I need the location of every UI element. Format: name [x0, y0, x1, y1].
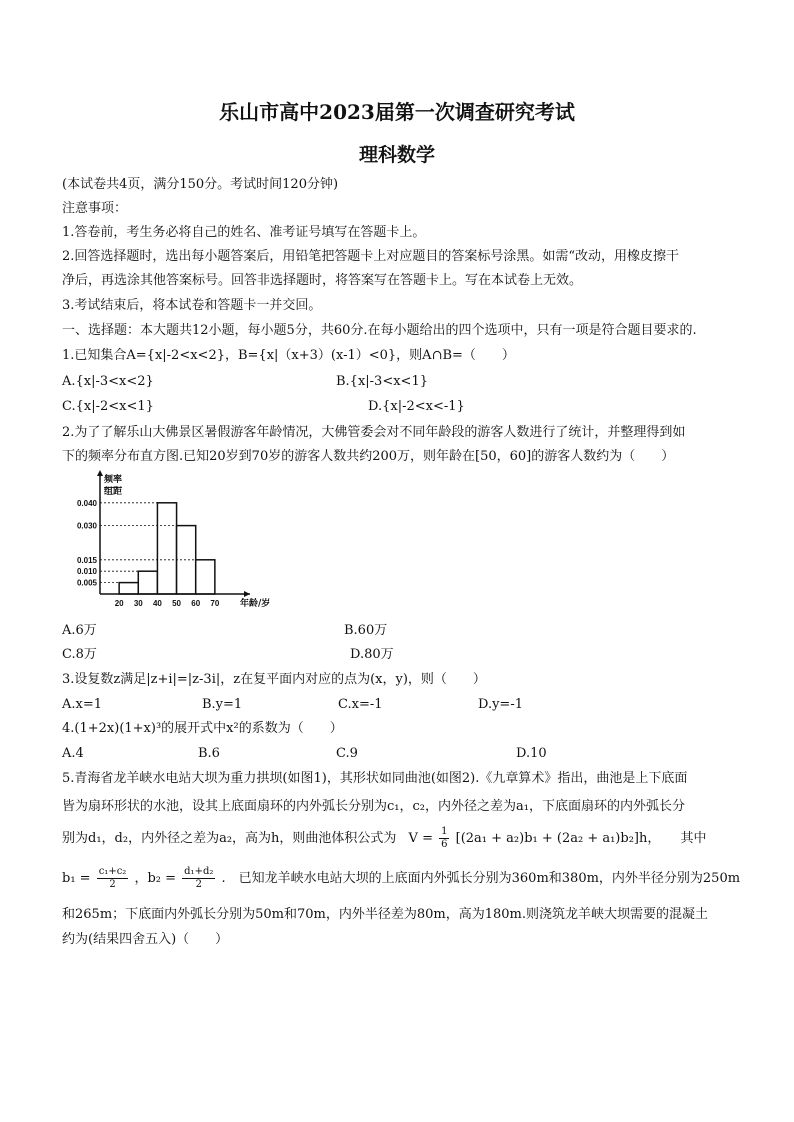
y-tick-label: 0.030: [76, 521, 97, 531]
histogram-bar: [119, 583, 138, 594]
formula-fraction-den: 6: [441, 839, 448, 850]
formula-fraction: [439, 826, 449, 851]
b2-fraction-num: d₁+d₂: [184, 866, 214, 877]
q5-b-definitions: [62, 866, 742, 891]
q3-option-c: C.x=-1: [338, 697, 383, 712]
q5-line-1: 5.青海省龙羊峡水电站大坝为重力拱坝(如图1)，其形状如同曲池(如图2).《九章算术》指出，曲池是上下底面: [62, 771, 688, 786]
q4-option-a: A.4: [62, 746, 84, 761]
x-tick-label: 40: [152, 599, 162, 608]
y-axis-label-bottom: 组距: [104, 487, 123, 497]
formula-lhs: V =: [408, 831, 433, 846]
q3-option-d: D.y=-1: [478, 697, 523, 712]
x-tick-label: 50: [172, 599, 182, 608]
q5-line-5: 和265m；下底面内外弧长分别为50m和70m，内外半径差为80m，高为180m.则浇筑龙羊峡大坝需要的混凝土: [62, 907, 709, 922]
y-tick-label: 0.005: [76, 578, 97, 588]
q2-option-d: D.80万: [350, 647, 394, 662]
x-tick-label: 20: [114, 599, 124, 608]
q5-line-2: 皆为扇环形状的水池，设其上底面扇环的内外弧长分别为c₁，c₂，内外径之差为a₁，下底面扇环的内外弧长分: [62, 799, 685, 814]
notice-1: 1.答卷前，考生务必将自己的姓名、准考证号填写在答题卡上。: [62, 225, 426, 240]
q5-line-4-post: . 已知龙羊峡水电站大坝的上底面内外弧长分别为360m和380m，内外半径分别为250m: [221, 871, 741, 886]
q4-option-b: B.6: [198, 746, 220, 761]
q5-line-3-post: 其中: [680, 831, 707, 846]
q2-option-c: C.8万: [62, 647, 97, 662]
b1-fraction-num: c₁+c₂: [98, 866, 127, 877]
q4-option-c: C.9: [336, 746, 358, 761]
y-tick-label: 0.015: [76, 555, 97, 565]
formula-rhs: [(2a₁ + a₂)b₁ + (2a₂ + a₁)b₂]h，: [455, 831, 661, 846]
x-tick-label: 30: [133, 599, 143, 608]
notice-heading: 注意事项：: [62, 201, 128, 216]
y-tick-label: 0.010: [76, 567, 97, 577]
q3-stem: 3.设复数z满足|z+i|=|z-3i|，z在复平面内对应的点为(x，y)，则（ ）: [62, 672, 486, 687]
q2-stem-2: 下的频率分布直方图.已知20岁到70岁的游客人数共约200万，则年龄在[50，60]的游客人数约为（ ）: [62, 449, 675, 464]
section-1-heading: 一、选择题：本大题共12小题，每小题5分，共60分.在每小题给出的四个选项中，只有一项是符合题目要求的.: [62, 323, 697, 338]
y-axis-arrow: [97, 470, 103, 476]
q1-stem: 1.已知集合A={x|-2<x<2}，B={x|（x+3）(x-1）<0}，则A∩B=（ ）: [62, 348, 515, 363]
q3-option-b: B.y=1: [202, 697, 243, 712]
x-tick-label: 70: [210, 599, 220, 608]
q5-line-6: 约为(结果四舍五入)（ ）: [62, 932, 229, 947]
q2-option-a: A.6万: [62, 623, 97, 638]
x-axis-label: 年龄/岁: [240, 599, 271, 609]
q1-option-d: D.{x|-2<x<-1}: [368, 399, 465, 414]
x-tick-label: 60: [191, 599, 201, 608]
y-axis-label-top: 频率: [104, 475, 123, 485]
q1-option-a: A.{x|-3<x<2}: [62, 374, 154, 389]
q5-volume-formula-line: [62, 826, 742, 851]
b1-fraction-den: 2: [109, 879, 116, 890]
x-axis-arrow: [244, 591, 250, 597]
exam-title: 乐山市高中2023届第一次调查研究考试: [219, 100, 575, 124]
q4-stem: 4.(1+2x)(1+x)³的展开式中x²的系数为（ ）: [62, 721, 343, 736]
q1-option-b: B.{x|-3<x<1}: [336, 374, 428, 389]
q4-option-d: D.10: [516, 746, 547, 761]
b2-fraction: [182, 866, 215, 891]
histogram-bar: [138, 571, 157, 594]
exam-info: (本试卷共4页，满分150分。考试时间120分钟): [62, 177, 339, 192]
b1-fraction: [97, 866, 129, 891]
b2-lhs: ，b₂ =: [134, 871, 177, 886]
exam-subject: 理科数学: [358, 144, 435, 166]
notice-3: 3.考试结束后，将本试卷和答题卡一并交回。: [62, 298, 322, 313]
b2-fraction-den: 2: [195, 879, 202, 890]
histogram-bar: [157, 503, 176, 594]
histogram-bar: [196, 560, 215, 594]
q5-line-3-pre: 别为d₁，d₂，内外径之差为a₂，高为h，则曲池体积公式为: [62, 831, 397, 846]
notice-2-cont: 净后，再选涂其他答案标号。回答非选择题时，将答案写在答题卡上。写在本试卷上无效。: [62, 273, 583, 288]
q2-option-b: B.60万: [344, 623, 388, 638]
q3-option-a: A.x=1: [62, 697, 103, 712]
y-tick-label: 0.040: [76, 498, 97, 508]
b1-lhs: b₁ =: [62, 871, 91, 886]
formula-fraction-num: 1: [441, 826, 448, 837]
notice-2: 2.回答选择题时，选出每小题答案后，用铅笔把答题卡上对应题目的答案标号涂黑。如需“改动，用橡皮擦干: [62, 249, 680, 264]
q2-stem-1: 2.为了了解乐山大佛景区暑假游客年龄情况，大佛管委会对不同年龄段的游客人数进行了统计，并整理得到如: [62, 425, 686, 440]
q1-option-c: C.{x|-2<x<1}: [62, 399, 154, 414]
frequency-histogram: [60, 468, 271, 618]
